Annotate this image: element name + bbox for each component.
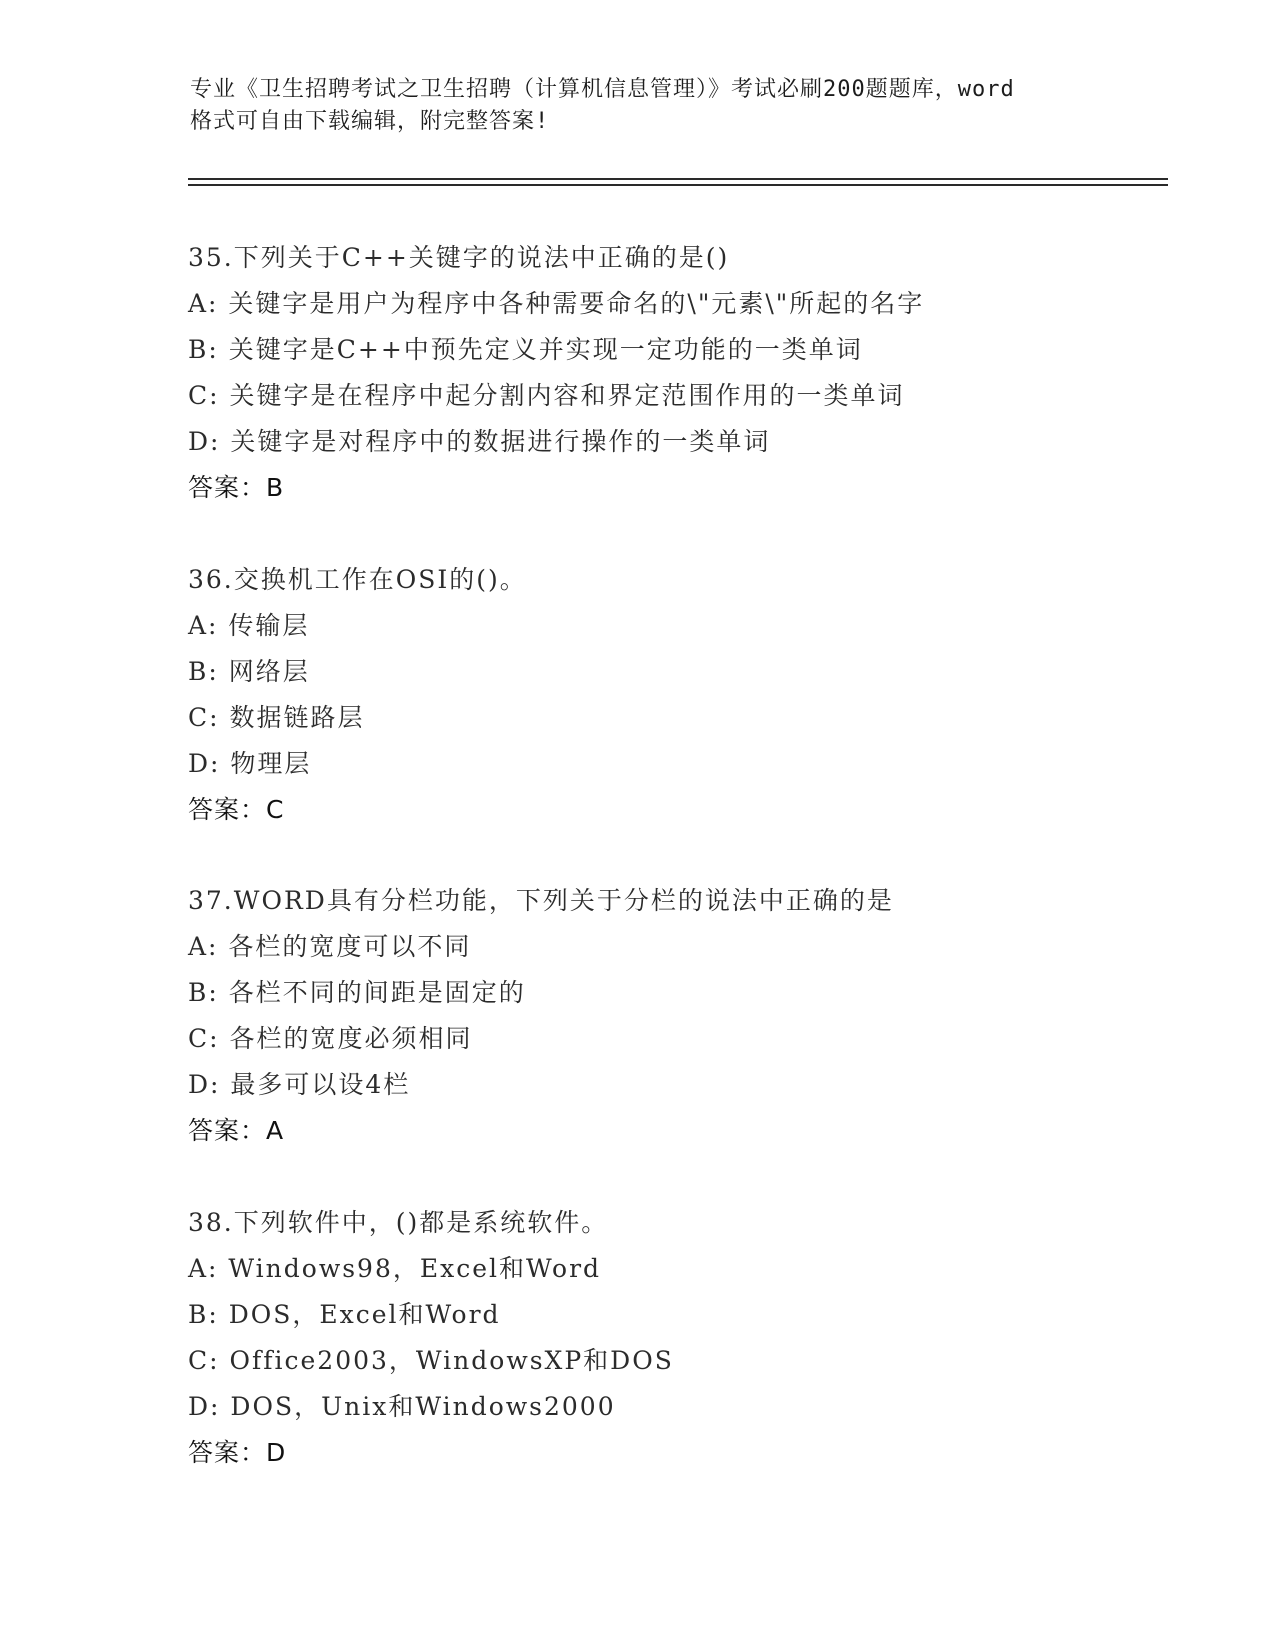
option-d: D: DOS，Unix和Windows2000 [188,1392,616,1421]
option-c: C: 各栏的宽度必须相同 [188,1024,473,1053]
header-divider-bottom [188,184,1168,186]
answer: 答案：B [188,473,285,502]
header-line-1: 专业《卫生招聘考试之卫生招聘（计算机信息管理）》考试必刷200题题库，word [190,77,1015,102]
option-a: A: 关键字是用户为程序中各种需要命名的\"元素\"所起的名字 [188,289,925,318]
question-36 [188,557,1148,833]
document-header [190,74,1110,138]
option-d: D: 物理层 [188,749,312,778]
option-b: B: 各栏不同的间距是固定的 [188,978,526,1007]
answer: 答案：D [188,1438,287,1467]
question-stem: 38.下列软件中，()都是系统软件。 [188,1208,609,1237]
question-stem: 36.交换机工作在OSI的()。 [188,565,527,594]
option-b: B: DOS，Excel和Word [188,1300,501,1329]
answer: 答案：A [188,1116,285,1145]
option-d: D: 最多可以设4栏 [188,1070,411,1099]
option-d: D: 关键字是对程序中的数据进行操作的一类单词 [188,427,771,456]
option-a: A: Windows98，Excel和Word [188,1254,602,1283]
question-stem: 35.下列关于C++关键字的说法中正确的是() [188,243,730,272]
option-a: A: 传输层 [188,611,310,640]
question-38 [188,1200,1148,1476]
answer: 答案：C [188,795,285,824]
option-a: A: 各栏的宽度可以不同 [188,932,472,961]
header-line-2: 格式可自由下载编辑，附完整答案! [190,109,550,134]
option-b: B: 关键字是C++中预先定义并实现一定功能的一类单词 [188,335,863,364]
option-c: C: 数据链路层 [188,703,365,732]
option-c: C: 关键字是在程序中起分割内容和界定范围作用的一类单词 [188,381,905,410]
option-c: C: Office2003，WindowsXP和DOS [188,1346,674,1375]
question-37 [188,878,1148,1154]
option-b: B: 网络层 [188,657,310,686]
question-stem: 37.WORD具有分栏功能，下列关于分栏的说法中正确的是 [188,886,894,915]
question-35 [188,235,1148,511]
header-divider-top [188,178,1168,180]
